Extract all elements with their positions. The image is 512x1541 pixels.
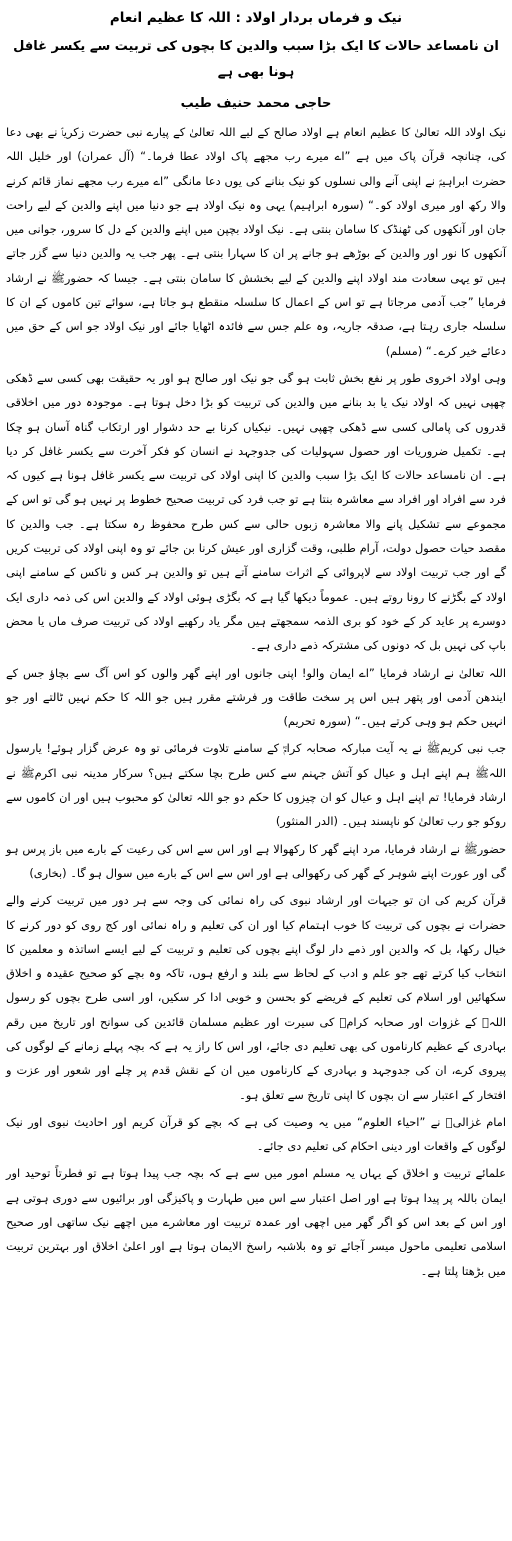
article-paragraph: امام غزالیؒ نے ”احیاء العلوم“ میں یہ وصیت کی ہے کہ بچے کو قرآن کریم اور احادیث نبوی اور نیک لوگوں کے واقعات اور دینی احکام کی تعلیم دی جائے۔	[6, 1114, 506, 1154]
article-paragraph: حضورﷺ نے ارشاد فرمایا، مرد اپنے گھر کا رکھوالا ہے اور اس سے اس کی رعیت کے بارے میں باز پرس ہو گی اور عورت اپنے شوہر کے گھر کی رکھوالی ہے اور اس سے اس کے بارے میں سوال ہو گا۔ (بخاری)	[6, 841, 506, 880]
article-paragraph: اللہ تعالیٰ نے ارشاد فرمایا ”اے ایمان والو! اپنی جانوں اور اپنے گھر والوں کو اس آگ سے بچاؤ جس کے ایندھن آدمی اور پتھر ہیں اس پر سخت طاقت ور فرشتے مقرر ہیں جو اللہ کا حکم نہیں ٹالتے اور جو انہیں حکم ہو وہی کرتے ہیں۔“ (سورہ تحریم)	[6, 665, 506, 729]
article-subheadline: ان نامساعد حالات کا ایک بڑا سبب والدین کا بچوں کی تربیت سے یکسر غافل ہونا بھی ہے	[13, 39, 499, 80]
article-paragraph: جب نبی کریمﷺ نے یہ آیت مبارکہ صحابہ کرامؓ کے سامنے تلاوت فرمائی تو وہ عرض گزار ہوئے! یارسول اللہﷺ ہم اپنے اہل و عیال کو آتش جہنم سے کس طرح بچا سکتے ہیں؟ سرکار مدینہ نبی اکرمﷺ نے ارشاد فرمایا! تم اپنے اہل و عیال کو ان چیزوں کا حکم دو جو اللہ تعالیٰ کو محبوب ہیں اور ان کاموں سے روکو جو رب تعالیٰ کو ناپسند ہیں۔ (الدر المنثور)	[6, 741, 506, 829]
article-byline: حاجی محمد حنیف طیب	[180, 96, 332, 111]
article-paragraph: نیک اولاد اللہ تعالیٰ کا عظیم انعام ہے اولاد صالح کے لیے اللہ تعالیٰ کے پیارے نبی حضرت زکریاؑ نے بھی دعا کی، چنانچہ قرآن پاک میں ہے ”اے میرے رب مجھے پاک اولاد عطا فرما۔“ (آل عمران) اور خلیل اللہ حضرت ابراہیمؑ نے اپنی آنے والی نسلوں کو نیک بنانے کی یوں دعا مانگی ”اے میرے رب مجھے نماز قائم کرنے والا رکھ اور میری اولاد کو۔“ (سورہ ابراہیم) یہی وہ نیک اولاد ہے جو دنیا میں اپنے والدین کے لیے راحت جان اور آنکھوں کی ٹھنڈک کا سامان بنتی ہے۔ نیک اولاد بچپن میں اپنے والدین کے دل کا سرور، جوانی میں آنکھوں کا نور اور والدین کے بوڑھے ہو جانے پر ان کا سہارا بنتی ہے۔ پھر جب یہ والدین دنیا سے گزر جاتے ہیں تو یہی سعادت مند اولاد اپنے والدین کے لیے بخشش کا سامان بنتی ہے۔ جیسا کہ حضورﷺ نے ارشاد فرمایا ”جب آدمی مرجاتا ہے تو اس کے اعمال کا سلسلہ منقطع ہو جاتا ہے، سوائے تین کاموں کے ان کا سلسلہ جاری رہتا ہے، صدقہ جاریہ، وہ علم جس سے فائدہ اٹھایا جائے اور نیک اولاد جو اس کے حق میں دعائے خیر کرے۔“ (مسلم)	[6, 125, 506, 358]
article-paragraph: وہی اولاد اخروی طور پر نفع بخش ثابت ہو گی جو نیک اور صالح ہو اور یہ حقیقت بھی کسی سے ڈھکی چھپی نہیں کہ اولاد نیک یا بد بنانے میں والدین کی تربیت کو بڑا دخل ہوتا ہے۔ موجودہ دور میں اخلاقی قدروں کی پامالی کسی سے ڈھکی چھپی نہیں۔ نیکیاں کرنا بے حد دشوار اور ارتکاب گناہ آسان ہو چکا ہے۔ تکمیل ضروریات اور حصول سہولیات کی جدوجہد نے انسان کو فکر آخرت سے یکسر غافل کر دیا ہے۔ ان نامساعد حالات کا ایک بڑا سبب والدین کا اپنی اولاد کی تربیت سے یکسر غافل ہونا ہے کیوں کہ فرد سے افراد اور افراد سے معاشرہ بنتا ہے تو جب فرد کی تربیت صحیح خطوط پر نہیں ہو گی تو اس کے مجموعے سے تشکیل پانے والا معاشرہ زبوں حالی سے کس طرح محفوظ رہ سکتا ہے۔ جب والدین کا مقصد حیات حصول دولت، آرام طلبی، وقت گزاری اور عیش کرنا بن جائے تو وہ اپنی اولاد کی تربیت کریں گے اور جب تربیت اولاد سے لاپروائی کے اثرات سامنے آتے ہیں تو والدین ہر کس و ناکس کے سامنے اپنی اولاد کے بگڑنے کا رونا روتے ہیں۔ عموماً دیکھا گیا ہے کہ بگڑی ہوئی اولاد کے والدین اس کی ذمہ داری ایک دوسرے پر عاید کر کے خود کو بری الذمہ سمجھتے ہیں مگر یاد رکھیے اولاد کی تربیت صرف ماں یا محض باپ کی نہیں بل کہ دونوں کی مشترکہ ذمے داری ہے۔	[6, 370, 506, 653]
article-paragraph: علمائے تربیت و اخلاق کے یہاں یہ مسلم امور میں سے ہے کہ بچہ جب پیدا ہوتا ہے تو فطرتاً توحید اور ایمان باللہ پر پیدا ہوتا ہے اور اصل اعتبار سے اس میں طہارت و پاکیزگی اور برائیوں سے دوری ہوتی ہے اور اس کے بعد اس کو اگر گھر میں اچھی اور عمدہ تربیت اور معاشرے میں اچھے نیک ساتھی اور صحیح اسلامی تعلیمی ماحول میسر آجائے تو وہ بلاشبہ راسخ الایمان ہوتا ہے اور اعلیٰ اخلاق اور بہترین تربیت میں بڑھتا پلتا ہے۔	[6, 1166, 506, 1278]
article-headline: نیک و فرماں بردار اولاد : اللہ کا عظیم انعام	[109, 10, 403, 26]
article-paragraph: قرآن کریم کی ان تو جیہات اور ارشاد نبوی کی راہ نمائی کی وجہ سے ہر دور میں تربیت کرنے والے حضرات نے بچوں کی تربیت کا خوب اہتمام کیا اور ان کی تعلیم و راہ نمائی اور کج روی کو دور کرنے کا خیال رکھا، بل کہ والدین اور ذمے دار لوگ اپنے بچوں کی تعلیم و تربیت کے لیے ایسے اساتذہ و معلمین کا انتخاب کیا کرتے تھے جو علم و ادب کے لحاظ سے بلند و ارفع ہوں، تاکہ وہ بچے کو صحیح عقیدہ و اخلاق سکھائیں اور اسلام کی تعلیم کے فریضے کو بحسن و خوبی ادا کر سکیں، اور اسی طرح بچوں کو رسول اللہﷺ کے غزوات اور صحابہ کرامؓ کی سیرت اور عظیم مسلمان قائدین کی سوانح اور تاریخ میں رقم بہادری کے عظیم کارناموں کی بھی تعلیم دی جائے، اور اس کا راز یہ ہے کہ بچہ پہلے زمانے کے لوگوں کی پیروی کرے، ان کی جدوجہد و بہادری کے کارناموں میں ان کے نقش قدم پر چلے اور شعور اور عزت و افتخار کے اعتبار سے ان بچوں کا اپنی تاریخ سے تعلق ہو۔	[6, 893, 506, 1102]
